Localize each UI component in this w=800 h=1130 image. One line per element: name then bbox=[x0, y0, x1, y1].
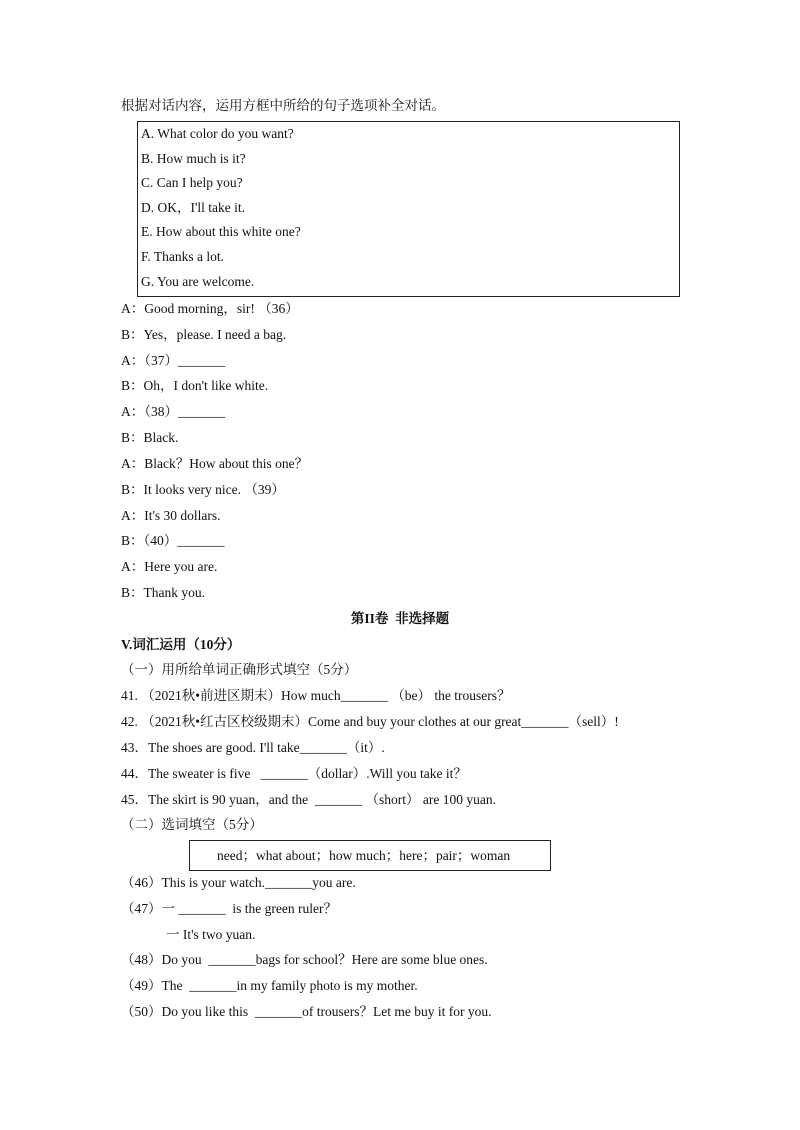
dialogue-line: A：Good morning，sir! （36） bbox=[121, 301, 299, 316]
option-c: C. Can I help you? bbox=[141, 175, 243, 190]
option-e: E. How about this white one? bbox=[141, 224, 301, 239]
dialogue-line: B：Yes，please. I need a bag. bbox=[121, 327, 287, 342]
question-49: （49）The _______in my family photo is my mother. bbox=[121, 978, 418, 993]
question-45: 45．The skirt is 90 yuan，and the _______ （short） are 100 yuan. bbox=[121, 792, 496, 807]
dialogue-line: B：Oh，I don't like white. bbox=[121, 378, 269, 393]
option-a: A. What color do you want? bbox=[141, 126, 294, 141]
question-41: 41. （2021秋•前进区期末）How much_______ （be） the trousers？ bbox=[121, 688, 511, 703]
question-44: 44．The sweater is five _______（dollar）.Will you take it？ bbox=[121, 766, 467, 781]
question-46: （46）This is your watch._______you are. bbox=[121, 875, 356, 890]
question-47-answer-line: 一 It's two yuan. bbox=[166, 927, 256, 942]
part-v-title: V.词汇运用（10分） bbox=[121, 637, 241, 652]
dialogue-line: B：It looks very nice. （39） bbox=[121, 482, 285, 497]
subsection-2-title: （二）选词填空（5分） bbox=[121, 817, 263, 832]
section-title: 第II卷 非选择题 bbox=[350, 611, 450, 626]
instruction-text: 根据对话内容，运用方框中所给的句子选项补全对话。 bbox=[121, 98, 445, 113]
dialogue-line: B：Black. bbox=[121, 430, 179, 445]
option-b: B. How much is it? bbox=[141, 151, 246, 166]
dialogue-line: A：Here you are. bbox=[121, 559, 218, 574]
dialogue-line: A：（37）_______ bbox=[121, 353, 226, 368]
option-f: F. Thanks a lot. bbox=[141, 249, 225, 264]
options-box bbox=[137, 121, 680, 297]
dialogue-line: A：It's 30 dollars. bbox=[121, 508, 221, 523]
dialogue-line: B：（40）_______ bbox=[121, 533, 225, 548]
question-48: （48）Do you _______bags for school？Here are some blue ones. bbox=[121, 952, 488, 967]
dialogue-line: A：（38）_______ bbox=[121, 404, 226, 419]
dialogue-line: B：Thank you. bbox=[121, 585, 205, 600]
word-bank-box bbox=[189, 840, 551, 871]
question-47: （47）一 _______ is the green ruler？ bbox=[121, 901, 337, 916]
question-43: 43．The shoes are good. I'll take_______（it）. bbox=[121, 740, 385, 755]
option-d: D. OK，I'll take it. bbox=[141, 200, 246, 215]
option-g: G. You are welcome. bbox=[141, 274, 255, 289]
question-50: （50）Do you like this _______of trousers？Let me buy it for you. bbox=[121, 1004, 492, 1019]
dialogue-line: A：Black？How about this one？ bbox=[121, 456, 309, 471]
question-42: 42. （2021秋•红古区校级期末）Come and buy your clothes at our great_______（sell）! bbox=[121, 714, 619, 729]
word-bank-text: need；what about；how much；here；pair；woman bbox=[217, 848, 511, 863]
subsection-1-title: （一）用所给单词正确形式填空（5分） bbox=[121, 662, 358, 677]
